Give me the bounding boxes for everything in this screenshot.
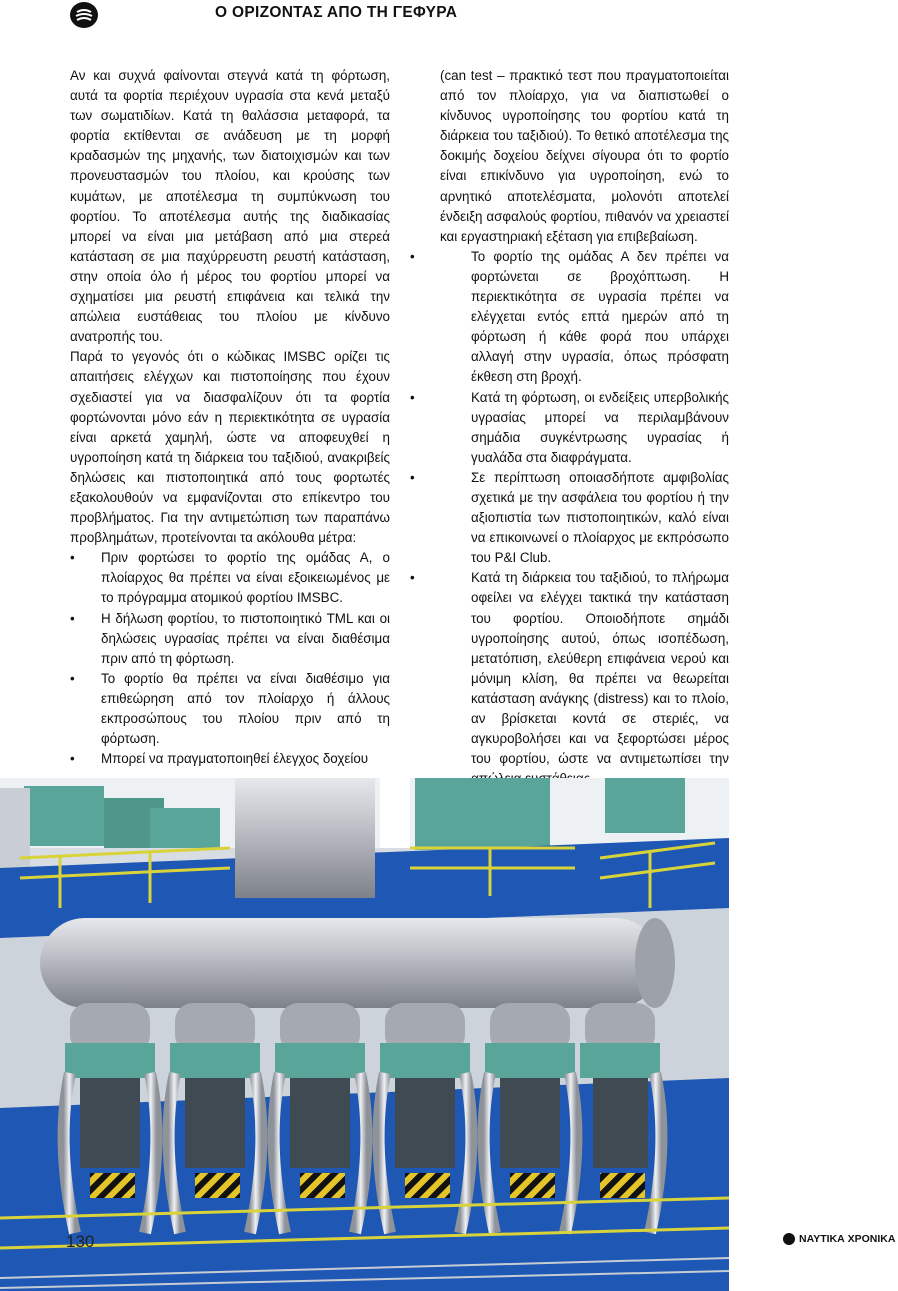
list-item: • Το φορτίο θα πρέπει να είναι διαθέσιμο για επιθεώρηση από τον πλοίαρχο ή άλλους εκπροσώπους του πλοίου πριν από τη φόρτωση. [70,670,390,747]
page-header [0,0,898,30]
bullet-glyph: • [410,570,415,586]
left-paragraph-1: Αν και συχνά φαίνονται στεγνά κατά τη φόρτωση, αυτά τα φορτία περιέχουν υγρασία στα κενά μεταξύ των σωματιδίων. Κατά τη θαλάσσια μεταφορά, τα φορτία εκτίθενται σε ανάδευση με τη μορφή κραδασμών της μηχανής, των διατοιχισμών και των προνευστασμών του πλοίου, και κρούσης των κυμάτων, με αποτέλεσμα τη συμπύκνωση του φορτίου. Το αποτέλεσμα αυτής της διαδικασίας μπορεί να είναι μια μετάβαση από μια στερεά κατάσταση σε μια παχύρρευστη ρευστή κατάσταση, στην οποία όλο ή μέρος του φορτίου μπορεί να σχηματίσει μια ρευστή επιφάνεια και τελικά την απώλεια ευστάθειας του πλοίου με κίνδυνο ανατροπής του. [70,68,390,345]
left-paragraph-2: Παρά το γεγονός ότι ο κώδικας IMSBC ορίζει τις απαιτήσεις ελέγχων και πιστοποίησης που έχουν σχεδιαστεί για να διασφαλίζουν ότι τα φορτία φορτώνονται μόνο εάν η περιεκτικότητα σε υγρασία είναι αρκετά χαμηλή, ώστε να αποφευχθεί η υγροποίηση κατά τη διάρκεια του ταξιδιού, ανακριβείς δηλώσεις και πιστοποιητικά από τους φορτωτές εξακολουθούν να εμφανίζονται στο επίκεντρο του προβλήματος. Για την αντιμετώπιση των παραπάνω προβλημάτων, προτείνονται τα ακόλουθα μέτρα: [70,349,390,546]
engine-room-illustration [0,778,729,1291]
bullet-glyph: • [410,389,415,405]
list-item: • Σε περίπτωση οποιασδήποτε αμφιβολίας σχετικά με την ασφάλεια του φορτίου ή την αξιοπιστία των πιστοποιητικών, καλό είναι να επικοινωνεί ο πλοίαρχος με εκπρόσωπο του P&I Club. [410,469,729,566]
list-item: • Μπορεί να πραγματοποιηθεί έλεγχος δοχείου [70,749,390,769]
list-item: • Το φορτίο της ομάδας Α δεν πρέπει να φορτώνεται σε βροχόπτωση. Η περιεκτικότητα σε υγρασία πρέπει να ελέγχεται εντός επτά ημερών από τη φόρτωση ή κάθε φορά που υπάρχει αλλαγή στην υγρασία, όπως πρόσφατη έκθεση στη βροχή. [410,248,729,385]
bullet-glyph: • [70,670,75,686]
list-item: • Η δήλωση φορτίου, το πιστοποιητικό TML και οι δηλώσεις υγρασίας πρέπει να είναι διαθέσιμα πριν από τη φόρτωση. [70,610,390,666]
page-number: 130 [66,1232,95,1251]
bullet-glyph: • [410,248,415,264]
right-bullet-list [410,247,729,790]
list-item: • Πριν φορτώσει το φορτίο της ομάδας Α, ο πλοίαρχος θα πρέπει να είναι εξοικειωμένος με το πρόγραμμα ατομικού φορτίου IMSBC. [70,550,390,606]
bullet-glyph: • [70,610,75,626]
left-text-column [70,66,390,769]
bullet-glyph: • [70,751,75,767]
list-item: • Κατά τη φόρτωση, οι ενδείξεις υπερβολικής υγρασίας μπορεί να περιλαμβάνουν σημάδια συγκέντρωσης υγρασίας ή γυαλάδα στα διαφράγματα. [410,389,729,465]
brand-name: ΝΑΥΤΙΚΑ ΧΡΟΝΙΚΑ [799,1233,896,1245]
engine-room-photo [0,778,729,1291]
section-title: Ο ΟΡΙΖΟΝΤΑΣ ΑΠΟ ΤΗ ΓΕΦΥΡΑ [215,4,458,21]
right-text-column [410,66,729,789]
list-item: • Κατά τη διάρκεια του ταξιδιού, το πλήρωμα οφείλει να ελέγχει τακτικά την κατάσταση του φορτίου. Οποιοδήποτε σημάδι υγροποίησης αυτού, όπως ισοπέδωση, μετατόπιση, ελεύθερη επιφάνεια νερού και μόνιμη κλίση, θα πρέπει να θεωρείται κατάσταση ανάγκης (distress) και το πλοίο, αν βρίσκεται κοντά σε στεριές, να αγκυροβολήσει και να ξεφορτώσει μέρος του φορτίου, ώστε να αντιμετωπίσει την [410,570,729,767]
footer-brand [782,1233,895,1245]
left-bullet-list [70,548,390,769]
bullet-glyph: • [70,550,75,566]
right-continuation-paragraph: (can test – πρακτικό τεστ που πραγματοποιείται από τον πλοίαρχο, για να διαπιστωθεί ο κίνδυνος υγροποίησης του φορτίου κατά τη διάρκεια του ταξιδιού). Το θετικό αποτέλεσμα της δοκιμής δοχείου δείχνει σίγουρα ότι το φορτίο είναι επικίνδυνο για υγροποίηση, ενώ το αρνητικό αποτελέσματα, μολονότι αποτελεί ένδειξη ασφαλούς φορτίου, πιθανόν να χρειαστεί και εργαστηριακή εξέταση για επιβεβαίωση. [440,68,729,244]
magazine-logo-icon [70,2,98,28]
bullet-glyph: • [410,469,415,485]
